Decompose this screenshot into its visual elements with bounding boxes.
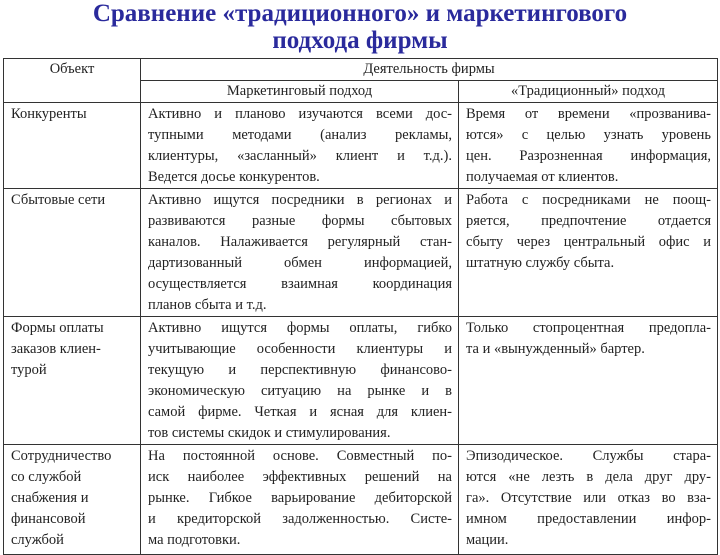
cell-line: Только стопроцентная предопла-: [466, 320, 711, 336]
cell-marketing: [141, 103, 459, 189]
cell-line: клиентуры, «засланный» клиент и т.д.).: [148, 148, 452, 164]
cell-line: Активно ищутся формы оплаты, гибко: [148, 320, 452, 336]
comparison-table: [3, 58, 718, 555]
table-row: [4, 189, 718, 317]
header-row: [4, 59, 718, 81]
cell-line: службой: [11, 532, 64, 548]
cell-line: учитывающие особенности клиентуры и: [148, 341, 452, 357]
header-object: Объект: [4, 59, 141, 103]
table-row: [4, 317, 718, 445]
cell-line: развиваются разные формы сбытовых: [148, 213, 452, 229]
cell-line: имном предоставлении инфор-: [466, 511, 711, 527]
cell-line: ются «не лезть в дела друг дру-: [466, 469, 711, 485]
cell-traditional: [459, 189, 718, 317]
cell-object: [4, 317, 141, 445]
cell-line: На постоянной основе. Совместный по-: [148, 448, 452, 464]
cell-line: Эпизодическое. Службы стара-: [466, 448, 711, 464]
cell-marketing: [141, 189, 459, 317]
cell-line: заказов клиен-: [11, 341, 101, 357]
cell-marketing: [141, 317, 459, 445]
cell-line: ма подготовки.: [148, 532, 241, 548]
cell-line: текущую и перспективную финансово-: [148, 362, 452, 378]
title-line-1: Сравнение «традиционного» и маркетингового: [92, 0, 628, 27]
cell-line: ряется, предпочтение отдается: [466, 213, 711, 229]
table-row: [4, 103, 718, 189]
cell-line: иск наиболее эффективных решений на: [148, 469, 452, 485]
cell-line: тупными методами (анализ рекламы,: [148, 127, 452, 143]
cell-object: [4, 103, 141, 189]
title-line-2: подхода фирмы: [272, 27, 448, 54]
slide-title: [0, 0, 720, 54]
table-row: [4, 445, 718, 555]
cell-line: планов сбыта и т.д.: [148, 297, 267, 313]
cell-line: Формы оплаты: [11, 320, 104, 336]
cell-line: штатную службу сбыта.: [466, 255, 615, 271]
cell-line: та и «вынужденный» бартер.: [466, 341, 645, 357]
cell-line: Активно ищутся посредники в регионах и: [148, 192, 452, 208]
header-marketing: Маркетинговый подход: [141, 81, 459, 103]
cell-line: тов системы скидок и стимулирования.: [148, 425, 391, 441]
cell-line: самой фирме. Четкая и ясная для клиен-: [148, 404, 452, 420]
cell-line: Сотрудничество: [11, 448, 112, 464]
cell-line: сбыту через центральный офис и: [466, 234, 711, 250]
header-traditional: «Традиционный» подход: [459, 81, 718, 103]
cell-traditional: [459, 317, 718, 445]
cell-traditional: [459, 445, 718, 555]
cell-line: цен. Разрозненная информация,: [466, 148, 711, 164]
cell-line: Сбытовые сети: [11, 192, 106, 208]
cell-line: рынке. Гибкое варьирование дебиторской: [148, 490, 452, 506]
header-activity: Деятельность фирмы: [141, 59, 718, 81]
cell-line: экономическую ситуацию на рынке и в: [148, 383, 452, 399]
cell-line: Время от времени «прозванива-: [466, 106, 711, 122]
cell-object: [4, 189, 141, 317]
cell-line: финансовой: [11, 511, 86, 527]
cell-line: мации.: [466, 532, 509, 548]
cell-line: Активно и планово изучаются всеми дос-: [148, 106, 452, 122]
cell-line: каналов. Налаживается регулярный стан-: [148, 234, 452, 250]
cell-line: Ведется досье конкурентов.: [148, 169, 320, 185]
cell-line: дартизованный обмен информацией,: [148, 255, 452, 271]
cell-object: [4, 445, 141, 555]
cell-marketing: [141, 445, 459, 555]
cell-line: турой: [11, 362, 47, 378]
cell-line: га». Отсутствие или отказ во вза-: [466, 490, 711, 506]
cell-line: и кредиторской задолженностью. Систе-: [148, 511, 452, 527]
cell-line: осуществляется взаимная координация: [148, 276, 452, 292]
cell-line: со службой: [11, 469, 82, 485]
cell-line: снабжения и: [11, 490, 89, 506]
cell-line: Конкуренты: [11, 106, 87, 122]
cell-line: получаемая от клиентов.: [466, 169, 619, 185]
table-body: [4, 103, 718, 555]
cell-line: ются» с целью узнать уровень: [466, 127, 711, 143]
cell-line: Работа с посредниками не поощ-: [466, 192, 711, 208]
cell-traditional: [459, 103, 718, 189]
